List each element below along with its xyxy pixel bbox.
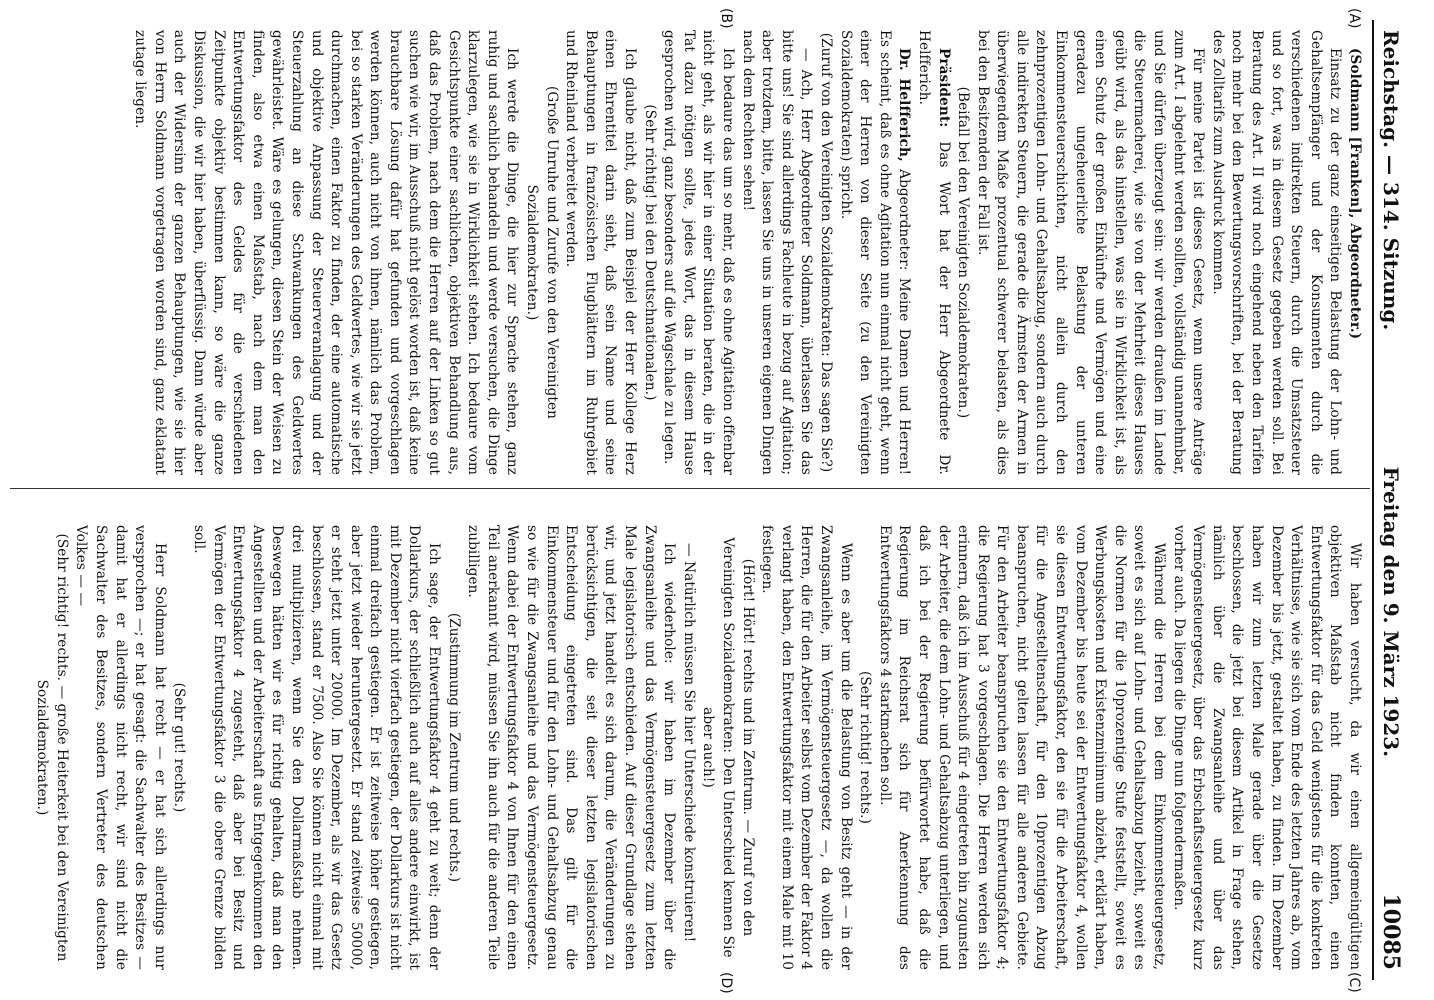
- paragraph-text: Ich glaube nicht, daß zum Beispiel der Herr Kollege Herz einen Ehrentitel darin sieht, daß sein Name und seine Behauptungen in französischen Flugblättern im Ruhrgebiet und Rheinland verbreitet werden.: [563, 30, 639, 475]
- paragraph-text: (Hört! Hört! rechts und im Zentrum. — Zuruf von den Vereinigten Sozialdemokraten: Den Unterschied kennen Sie aber auch!): [700, 537, 756, 958]
- left-column: [130, 30, 1364, 475]
- paragraph-text: — Ach, Herr Abgeordneter Soldmann, überlassen Sie das bitte uns! Sie sind allerdings Fachleute in bezug auf Agitation; aber trotzdem, bitte, lassen Sie uns in unseren eigenen Dingen nach dem Rechten sehen!: [739, 30, 815, 475]
- speaker-label: Dr. Helfferich,: [896, 48, 913, 162]
- paragraph-text: Ich werde die Dinge, die hier zur Sprache stehen, ganz ruhig und sachlich behandeln und werde versuchen, die Dinge klarzulegen, wie sie in Wirklichkeit stehen. Ich bedaure vom Gesichtspunkte einer sachlichen, objektiven Behandlung aus, daß das Problem, nach dem die Herren auf der Linken so gut suchen wie wir, im Ausschuß nicht gelöst worden ist, daß keine brauchbare Lösung dafür hat gefunden und vorgeschlagen werden können, auch nicht von ihnen, nämlich das Problem, bei so starken Veränderungen des Geldwertes, wie wir sie jetzt durchmachen, einen Faktor zu finden, der eine automatische und objektive Anpassung der Steuerveranlagung und der Steuerzahlung an diese Schwankungen des Geldwertes gewährleistet. Wäre es gelungen, diesen Stein der Weisen zu finden, also etwa einen Maßstab, nach dem man den Entwertungsfaktor des Geldes für die verschiedenen Zeitpunkte objektiv bestimmen kann, so wäre die ganze Diskussion, die wir hier haben, überflüssig. Dann würde aber auch der Widersinn der ganzen Behauptungen, wie sie hier von Herrn Soldmann vorgetragen worden sind, ganz eklatant zutage liegen.: [132, 30, 521, 475]
- paragraph: [678, 525, 698, 970]
- paragraph: [521, 30, 560, 475]
- margin-marker-c: (C): [1346, 972, 1362, 993]
- paragraph-text: (Zuruf von den Vereinigten Sozialdemokraten: Das sagen Sie?): [817, 32, 834, 473]
- header-left: Reichstag. — 314. Sitzung.: [1379, 30, 1403, 331]
- paragraph: [639, 30, 659, 475]
- paragraph: [130, 30, 522, 475]
- paragraph: [659, 30, 737, 475]
- paragraph: [1207, 30, 1344, 475]
- paragraph-text: (Sehr gut! rechts.): [171, 682, 188, 813]
- speaker-label: Präsident:: [935, 48, 952, 128]
- paragraph-text: Abgeordneter: Meine Damen und Herren! Es scheint, daß es ohne Agitation nun einmal nicht geht, wenn einer der Herren von dieser Seite (zu den Vereinigten Sozialdemokraten) spricht.: [837, 30, 913, 476]
- column-divider: [10, 488, 1370, 489]
- header-rule: [1372, 20, 1374, 980]
- paragraph: [737, 30, 815, 475]
- paragraph: [972, 30, 1207, 475]
- running-header: [1376, 30, 1406, 970]
- paragraph-text: (Sehr richtig! bei den Deutschnationalen.): [641, 104, 658, 401]
- paragraph: [835, 30, 913, 475]
- paragraph: [698, 525, 757, 970]
- paragraph-text: Für meine Partei ist dieses Gesetz, wenn unsere Anträge zum Art. I abgelehnt werden sollten, vollständig unannehmbar, und Sie dürfen überzeugt sein: wir werden draußen im Lande die Steuermacherei, wie sie von der Mehrheit dieses Hauses geübt wird, als das hinstellen, was sie in Wirklichkeit ist, als einen Schutz der großen Einkünfte und Vermögen und eine geradezu ungeheuerliche Belastung der unteren Einkommensteuerschichten, nicht allein durch den zehnprozentigen Lohn- und Gehaltsabzug, sondern auch durch alle indirekten Steuern, die gerade die Ärmsten der Armen in überwiegendem Maße prozentual schwerer belasten, als dies bei den Besitzenden der Fall ist.: [974, 30, 1207, 475]
- margin-marker-d: (D): [718, 972, 734, 994]
- paragraph: [169, 525, 189, 970]
- speaker-label: (Soldmann [Franken], Abgeordneter.): [1347, 48, 1363, 340]
- paragraph-text: Ich wiederhole: wir haben im Dezember über die Zwangsanleihe und das Vermögensteuergesetz zum letzten Male legislatorisch entschieden. Auf dieser Grundlage stehen wir, und jetzt handelt es sich darum, die Veränderungen zu berücksichtigen, die seit dieser letzten legislatorischen Entscheidung eingetreten sind. Das gilt für die Einkommensteuer und für den Lohn- und Gehaltsabzug genau so wie für die Zwangsanleihe und das Vermögensteuergesetz. Wenn dabei der Entwertungsfaktor 4 von Ihnen für den einen Teil anerkannt wird, müssen Sie ihn auch für die anderen Teile zubilligen.: [465, 525, 678, 970]
- paragraph-text: Wir haben versucht, da wir einen allgemeingültigen objektiven Maßstab nicht finden konnten, einen Entwertungsfaktor für das Geld wenigstens für die konkreten Verhältnisse, wie sie sich vom Ende des letzten Jahres ab, vom Dezember bis jetzt, gestaltet haben, zu finden. Im Dezember haben wir zum letzten Male gerade über die Gesetze beschlossen, die jetzt bei diesem Artikel in Frage stehen, nämlich über die Zwangsanleihe und über das Vermögensteuergesetz, über das Erbschaftssteuergesetz kurz vorher auch. Da liegen die Dinge nun folgendermaßen.: [1170, 525, 1363, 970]
- paragraph-text: (Sehr richtig! rechts. — große Heiterkeit bei den Vereinigten Sozialdemokraten.): [34, 533, 70, 962]
- paragraph: [1168, 525, 1364, 970]
- right-column: [32, 525, 1364, 970]
- paragraph-text: (Zustimmung im Zentrum und rechts.): [445, 612, 462, 883]
- paragraph: [32, 525, 71, 970]
- paragraph: [913, 30, 952, 475]
- paragraph: [1344, 30, 1364, 475]
- paragraph: [815, 30, 835, 475]
- paragraph-text: — Natürlich müssen Sie hier Unterschiede konstruieren!: [680, 543, 697, 943]
- paragraph-text: Herr Soldmann hat recht — er hat sich allerdings nur versprochen —; er hat gesagt: die Sachwalter des Besitzes — damit hat er allerdings nicht recht, wir sind nicht die Sachwalter des Besitzes, sondern Vertreter des deutschen Volkes — —: [73, 525, 168, 970]
- paragraph: [953, 30, 973, 475]
- paragraph-text: (Sehr richtig! rechts.): [857, 670, 874, 825]
- paragraph: [443, 525, 463, 970]
- paragraph: [874, 525, 1168, 970]
- paragraph-text: Ich bedaure das um so mehr, daß es ohne Agitation offenbar nicht geht, als wir hier in einer Situation beraten, die in der Tat dazu nötigen sollte, jedes Wort, das in diesem Hause gesprochen wird, ganz besonders auf die Wagschale zu legen.: [661, 30, 736, 475]
- paragraph-text: Während die Herren bei dem Einkommensteuergesetz, soweit es sich auf Lohn- und Gehaltsabzug bezieht, soweit es die Normen für die 10prozentige Stufe feststellt, soweit es Werbungskosten und Existenzminimum abzieht, erklärt haben, vom Dezember bis heute sei der Entwertungsfaktor 4, wollen sie diesen Entwertungsfaktor, den sie für die Arbeiterschaft, für die Angestelltenschaft, für den 10prozentigen Abzug beanspruchen, nicht gelten lassen für alle anderen Gebiete. Für den Arbeiter beanspruchen sie den Entwertungsfaktor 4; die Regierung hat 3 vorgeschlagen. Die Herren werden sich erinnern, daß ich im Ausschuß für 4 eingetreten bin zugunsten der Arbeiter, die dem Lohn- und Gehaltsabzug unterliegen, und daß ich bei der Regierung befürwortet habe, daß die Regierung im Reichsrat sich für Anerkennung des Entwertungsfaktors 4 starkmachen soll.: [876, 525, 1168, 970]
- paragraph-text: Einsatz zu der ganz einseitigen Belastung der Lohn- und Gehaltsempfänger und der Konsumenten durch die verschiedenen indirekten Steuern, durch die Umsatzsteuer und so fort, was in diesem Gesetz gegeben werden soll. Bei Beratung des Art. II wird noch eingehend neben den Tarifen noch mehr bei den Bewertungsvorschriften, bei der Beratung des Zolltarifs zum Ausdruck kommen.: [1209, 30, 1344, 475]
- paragraph: [561, 30, 639, 475]
- paragraph: [463, 525, 679, 970]
- paragraph-text: (Beifall bei den Vereinigten Sozialdemokraten.): [955, 86, 972, 419]
- paragraph: [71, 525, 169, 970]
- paragraph: [855, 525, 875, 970]
- margin-marker-a: (A): [1346, 8, 1362, 29]
- paragraph-text: Das Wort hat der Herr Abgeordnete Dr. Helfferich.: [915, 30, 952, 475]
- paragraph-text: Wenn es aber um die Belastung von Besitz geht — in der Zwangsanleihe, im Vermögensteuergesetz —, da wollen die Herren, die für den Arbeiter selbst vom Dezember der Faktor 4 verlangt haben, den Entwertungsfaktor mit einem Male mit 10 festlegen.: [759, 525, 854, 970]
- header-date: Freitag den 9. März 1923.: [1379, 466, 1403, 758]
- paragraph-text: Ich sage, der Entwertungsfaktor 4 geht zu weit; denn der Dollarkurs, der schließlich auch auf alles andere einwirkt, ist mit Dezember nicht vierfach gestiegen, der Dollarkurs ist nicht einmal dreifach gestiegen. Er ist zeitweise höher gestiegen, aber jetzt wieder heruntergesetzt. Er stand zeitweise 50000, er steht jetzt unter 20000. Im Dezember, als wir das Gesetz beschlossen, stand er 7500. Also Sie können nicht einmal mit drei multiplizieren, wenn Sie den Dollarmaßstab nehmen. Deswegen hätten wir es für richtig gehalten, daß man den Angestellten und der Arbeiterschaft aus Entgegenkommen den Entwertungsfaktor 4 zugesteht, daß aber bei Besitz und Vermögen der Entwertungsfaktor 3 die obere Grenze bilden soll.: [190, 525, 443, 970]
- page-number: 10085: [1378, 893, 1404, 970]
- margin-marker-b: (B): [718, 8, 734, 29]
- paragraph: [188, 525, 443, 970]
- paragraph-text: (Große Unruhe und Zurufe von den Vereinigten Sozialdemokraten.): [524, 86, 560, 419]
- paragraph: [757, 525, 855, 970]
